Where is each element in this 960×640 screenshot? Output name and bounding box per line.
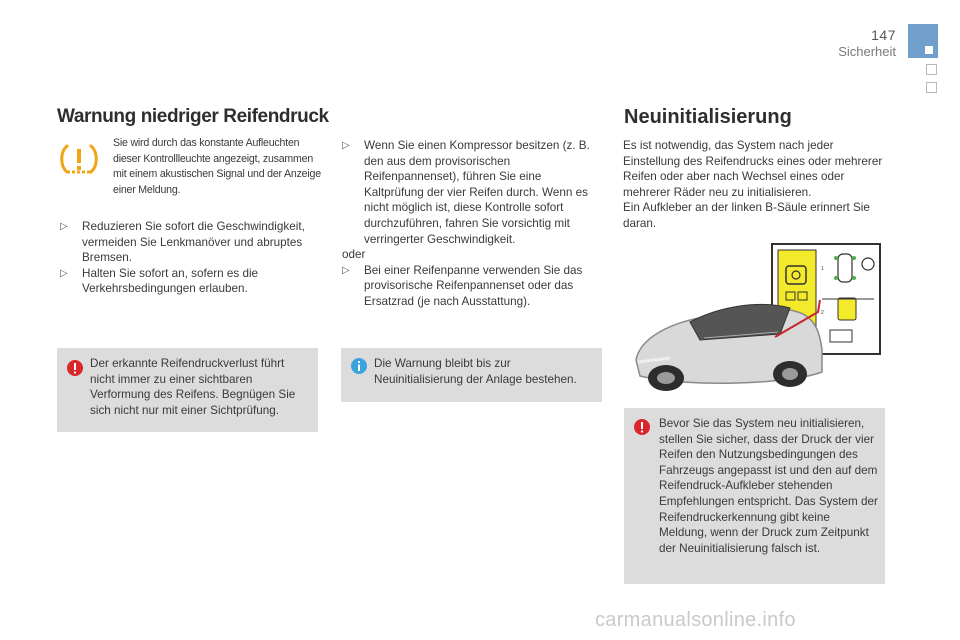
exclamation-icon: [634, 419, 650, 435]
list-item-text: Halten Sie sofort an, sofern es die Verkehrsbedingungen erlauben.: [82, 266, 259, 296]
warning-box-text: Der erkannte Reifendruckverlust führt nicht immer zu einer sichtbaren Verformung des Reifens. Begnügen Sie sich nicht nur mit einer Sichtprüfung.: [90, 357, 296, 417]
warning-box: [624, 408, 885, 584]
arrow-right-icon: ▷: [342, 140, 350, 151]
reinit-paragraph: Es ist notwendig, das System nach jeder Einstellung des Reifendrucks eines oder mehrerer Reifen oder aber nach Wechsel eines oder mehrerer Räder neu zu initialisieren.: [623, 139, 883, 199]
sticker-step-1: 1: [821, 266, 824, 272]
page-number: 147: [871, 27, 896, 43]
list-item-text: Bei einer Reifenpanne verwenden Sie das provisorische Reifenpannenset oder das Ersatzrad (je nach Ausstattung).: [364, 263, 583, 308]
sticker-step-2: 2: [821, 310, 824, 316]
info-icon: [351, 358, 367, 374]
list-item: [60, 266, 318, 297]
list-item: [60, 219, 318, 266]
section-tab-active[interactable]: [908, 24, 938, 58]
exclamation-icon: [67, 360, 83, 376]
list-item: [342, 263, 604, 310]
section-title-warning: Warnung niedriger Reifendruck: [57, 106, 329, 127]
arrow-right-icon: ▷: [60, 267, 68, 279]
section-tab[interactable]: [926, 64, 937, 75]
info-box: [341, 348, 602, 402]
list-item: [342, 138, 604, 247]
conjunction-text: oder: [342, 248, 366, 262]
warning-intro-text: Sie wird durch das konstante Aufleuchten dieser Kontrollleuchte angezeigt, zusammen mit einem akustischen Signal und der Anzeige einer Meldung.: [113, 137, 321, 196]
reinit-paragraph: Ein Aufkleber an der linken B-Säule erinnert Sie daran.: [623, 201, 870, 230]
arrow-right-icon: ▷: [342, 264, 350, 276]
section-title-reinit: Neuinitialisierung: [624, 106, 792, 128]
watermark: carmanualsonline.info: [595, 609, 796, 631]
list-item-text: Reduzieren Sie sofort die Geschwindigkeit, vermeiden Sie Lenkmanöver und abruptes Bremsen.: [82, 220, 305, 265]
section-name: Sicherheit: [838, 44, 896, 59]
list-item-text: Wenn Sie einen Kompressor besitzen (z. B. den aus dem provisorischen Reifenpannenset), führen Sie eine Kaltprüfung der vier Reifen durch. Wenn es nicht möglich ist, diese Kontrolle sofort durchzuführen, fahren Sie vorsichtig mit verringerter Geschwindigkeit.: [364, 139, 590, 246]
warning-box: [57, 348, 318, 432]
warning-box-text: Bevor Sie das System neu initialisieren, stellen Sie sicher, dass der Druck der vier Reifen den Nutzungsbedingungen des Fahrzeugs angepasst ist und den auf dem Reifendruck-Aufkleber stehenden Empfehlungen entspricht. Das System der Reifendruckerkennung gibt keine Meldung, wenn der Druck zum Zeitpunkt der Neuinitialisierung falsch ist.: [659, 417, 878, 555]
arrow-right-icon: ▷: [60, 221, 68, 232]
info-box-text: Die Warnung bleibt bis zur Neuinitialisierung der Anlage bestehen.: [374, 357, 577, 386]
tyre-pressure-warning-icon: [58, 142, 100, 176]
section-tab[interactable]: [926, 82, 937, 93]
car-sticker-illustration: [630, 242, 882, 410]
